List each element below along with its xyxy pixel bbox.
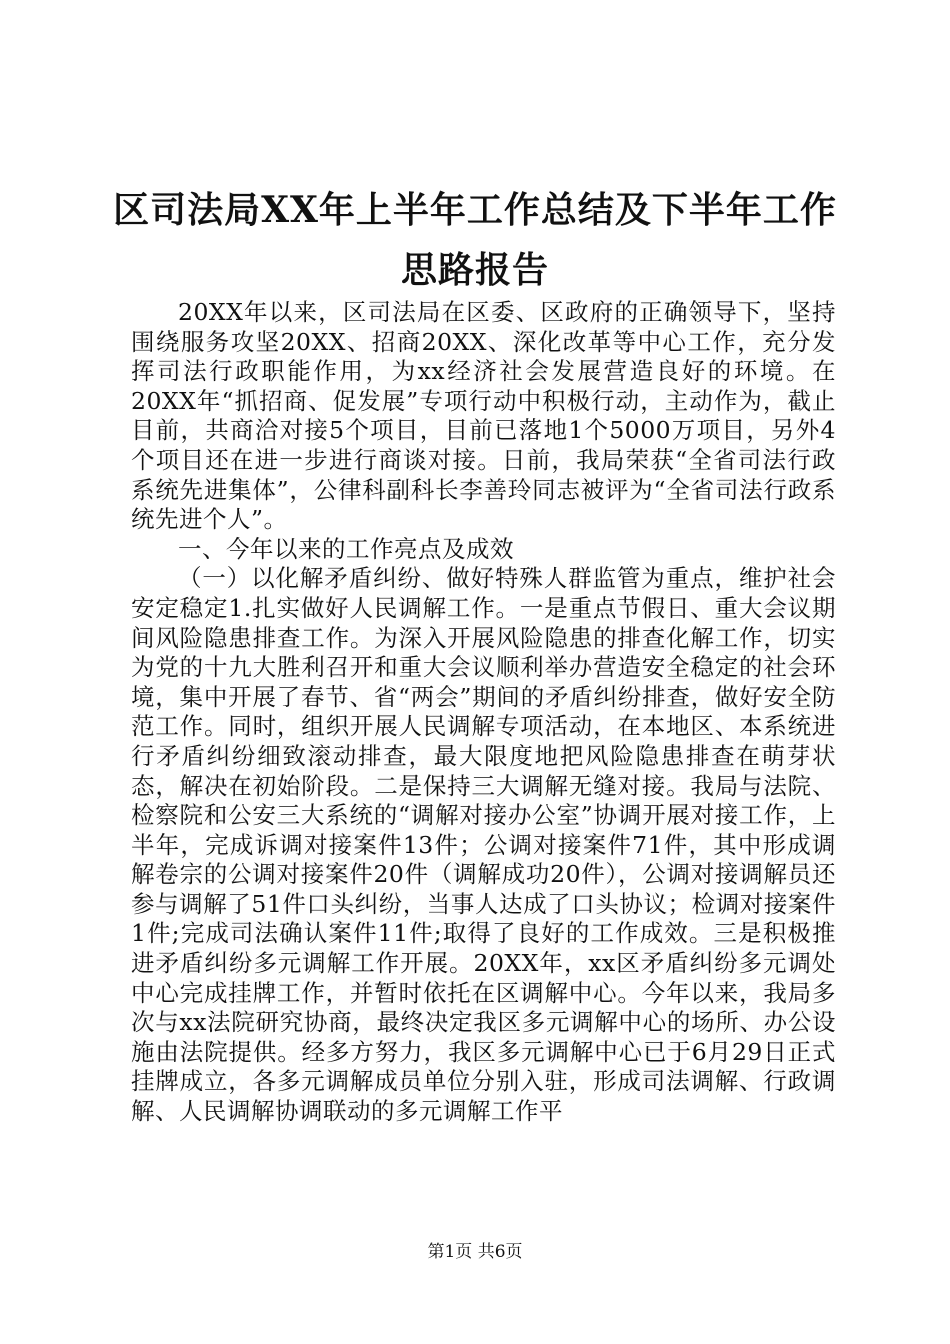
title-line-1: 区司法局XX年上半年工作总结及下半年工作 <box>113 189 837 231</box>
section-heading: 一、今年以来的工作亮点及成效 <box>178 534 514 563</box>
paragraph-intro: 20XX年以来，区司法局在区委、区政府的正确领导下，坚持围绕服务攻坚20XX、招商20XX、深化改革等中心工作，充分发挥司法行政职能作用，为xx经济社会发展营造良好的环境。在20XX年“抓招商、促发展”专项行动中积极行动，主动作为，截止目前，共商洽对接5个项目，目前已落地1个5000万项目，另外4个项目还在进一步进行商谈对接。日前，我局荣获“全省司法行政系统先进集体”，公律科副科长李善玲同志被评为“全省司法行政系统先进个人”。 <box>131 298 836 534</box>
page-footer: 第1页 共6页 <box>427 1242 523 1262</box>
document-body <box>131 298 836 1127</box>
paragraph-section-1: （一）以化解矛盾纠纷、做好特殊人群监管为重点，维护社会安定稳定1.扎实做好人民调解工作。一是重点节假日、重大会议期间风险隐患排查工作。为深入开展风险隐患的排查化解工作，切实为党的十九大胜利召开和重大会议顺利举办营造安全稳定的社会环境，集中开展了春节、省“两会”期间的矛盾纠纷排查，做好安全防范工作。同时，组织开展人民调解专项活动，在本地区、本系统进行矛盾纠纷细致滚动排查，最大限度地把风险隐患排查在萌芽状态，解决在初始阶段。二是保持三大调解无缝对接。我局与法院、检察院和公安三大系统的“调解对接办公室”协调开展对接工作，上半年，完成诉调对接案件13件；公调对接案件71件，其中形成调解卷宗的公调对接案件20件（调解成功20件），公调对接调解员还参与调解了51件口头纠纷，当事人达成了口头协议；检调对接案件1件;完成司法确认案件11件;取得了良好的工作成效。三是积极推进矛盾纠纷多元调解工作开展。20XX年，xx区矛盾纠纷多元调处中心完成挂牌工作，并暂时依托在区调解中心。今年以来，我局多次与xx法院研究协商，最终决定我区多元调解中心的场所、办公设施由法院提供。经多方努力，我区多元调解中心已于6月29日正式挂牌成立，各多元调解成员单位分别入驻，形成司法调解、行政调解、人民调解协调联动的多元调解工作平 <box>131 564 836 1126</box>
document-title <box>110 180 840 300</box>
title-line-2: 思路报告 <box>400 249 549 291</box>
